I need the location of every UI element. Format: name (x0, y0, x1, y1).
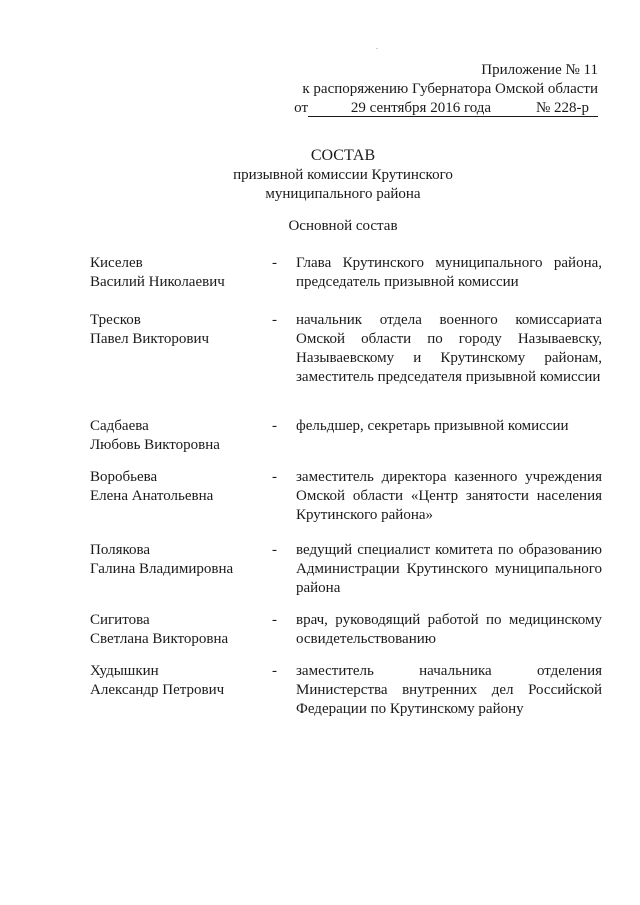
member-role: Глава Крутинского муниципального района, председатель призывной комиссии (296, 255, 602, 290)
member-name (90, 662, 272, 700)
member-name (90, 541, 272, 579)
member-role: начальник отдела военного комиссариата Омской области по городу Называевску, Называевскому и Крутинскому районам, заместитель председателя призывной комиссии (296, 312, 602, 385)
member-role: ведущий специалист комитета по образованию Администрации Крутинского муниципального района (296, 542, 602, 596)
member-row (90, 311, 602, 417)
member-name (90, 254, 272, 292)
member-row (90, 662, 602, 722)
member-given-name: Любовь Викторовна (90, 437, 220, 453)
from-label: от (294, 100, 308, 116)
member-surname: Садбаева (90, 418, 149, 434)
member-name (90, 417, 272, 455)
order-date: 29 сентября 2016 года (308, 100, 534, 117)
member-row (90, 417, 602, 468)
member-given-name: Елена Анатольевна (90, 488, 214, 504)
member-given-name: Павел Викторович (90, 331, 210, 347)
document-subtitle-line-1: призывной комиссии Крутинского (233, 167, 453, 183)
scan-speck (376, 48, 378, 49)
member-surname: Худышкин (90, 663, 159, 679)
document-title-block (0, 146, 640, 204)
member-surname: Сигитова (90, 612, 150, 628)
dash-separator: - (272, 542, 277, 558)
member-surname: Воробьева (90, 469, 158, 485)
order-number: № 228-р (534, 100, 598, 117)
order-date-line (294, 99, 598, 118)
dash-separator: - (272, 469, 277, 485)
dash-separator: - (272, 612, 277, 628)
member-name (90, 311, 272, 349)
member-surname: Киселев (90, 255, 143, 271)
dash-separator: - (272, 312, 277, 328)
member-role: заместитель начальника отделения Министерства внутренних дел Российской Федерации по Крутинскому району (296, 663, 602, 717)
member-given-name: Светлана Викторовна (90, 631, 229, 647)
dash-separator: - (272, 418, 277, 434)
member-role: врач, руководящий работой по медицинскому освидетельствованию (296, 612, 602, 647)
member-surname: Тресков (90, 312, 141, 328)
member-given-name: Галина Владимировна (90, 561, 234, 577)
appendix-header (294, 61, 598, 118)
appendix-number: Приложение № 11 (481, 62, 598, 78)
order-reference: к распоряжению Губернатора Омской области (302, 81, 598, 97)
member-row (90, 468, 602, 541)
member-role: фельдшер, секретарь призывной комиссии (296, 418, 569, 434)
dash-separator: - (272, 663, 277, 679)
member-row (90, 541, 602, 611)
member-row (90, 611, 602, 662)
section-title: Основной состав (288, 218, 398, 234)
document-subtitle-line-2: муниципального района (265, 186, 421, 202)
member-name (90, 468, 272, 506)
member-row (90, 254, 602, 311)
dash-separator: - (272, 255, 277, 271)
member-name (90, 611, 272, 649)
member-role: заместитель директора казенного учреждения Омской области «Центр занятости населения Крутинского района» (296, 469, 602, 523)
document-title: СОСТАВ (310, 147, 376, 164)
member-given-name: Александр Петрович (90, 682, 225, 698)
members-list (90, 254, 602, 722)
member-given-name: Василий Николаевич (90, 274, 225, 290)
member-surname: Полякова (90, 542, 151, 558)
